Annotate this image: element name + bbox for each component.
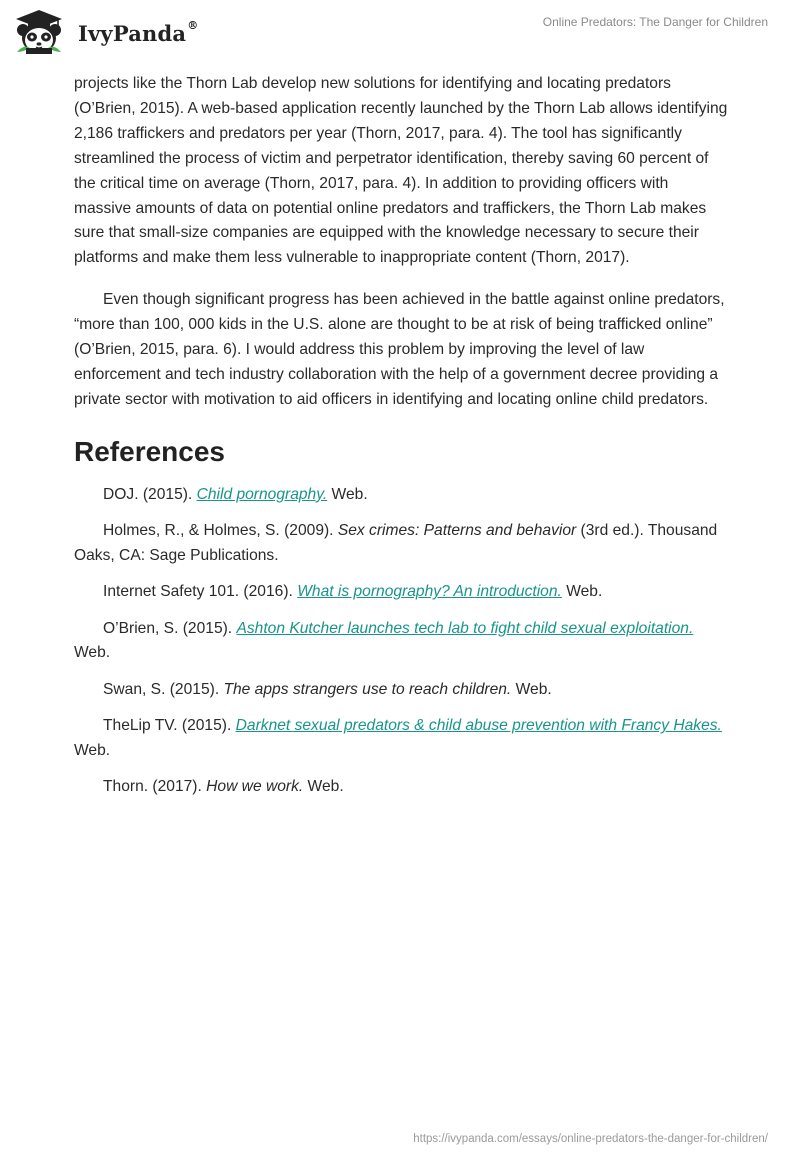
reference-lead: O’Brien, S. (2015). — [103, 619, 237, 637]
reference-link[interactable]: Child pornography. — [196, 485, 328, 503]
reference-lead: Holmes, R., & Holmes, S. (2009). — [103, 522, 338, 540]
reference-lead: Internet Safety 101. (2016). — [103, 583, 298, 601]
footer-url[interactable]: https://ivypanda.com/essays/online-predators-the-danger-for-children/ — [413, 1133, 768, 1145]
reference-item — [74, 519, 728, 568]
references-heading: References — [74, 435, 225, 467]
panda-logo-icon[interactable] — [14, 8, 64, 56]
reference-item — [74, 617, 728, 666]
registered-mark: ® — [187, 19, 199, 32]
page-header — [0, 0, 800, 64]
reference-tail: Web. — [74, 741, 111, 759]
reference-tail: (3rd ed.). Thousand Oaks, CA: Sage Publications. — [74, 522, 718, 564]
reference-item — [74, 580, 728, 605]
reference-lead: DOJ. (2015). — [103, 485, 197, 503]
brand-name[interactable] — [78, 21, 198, 46]
body-paragraph-2: Even though significant progress has been achieved in the battle against online predators, “more than 100, 000 kids in the U.S. alone are thought to be at risk of being trafficked online” (O’Brien, 2015, para. 6). I would address this problem by improving the level of law enforcement and tech industry collaboration with the help of a government decree providing a private sector with motivation to aid officers in identifying and locating online child predators. — [74, 291, 725, 408]
reference-tail: Web. — [303, 778, 344, 796]
reference-tail: Web. — [511, 680, 552, 698]
reference-item — [74, 678, 728, 703]
reference-title: How we work. — [206, 778, 304, 796]
brand-name-text: IvyPanda — [78, 21, 187, 46]
reference-tail: Web. — [561, 583, 603, 601]
reference-title: Sex crimes: Patterns and behavior — [337, 522, 577, 540]
reference-lead: Swan, S. (2015). — [103, 680, 224, 698]
reference-link[interactable]: What is pornography? An introduction. — [297, 583, 562, 601]
essay-content — [74, 72, 728, 800]
document-title: Online Predators: The Danger for Children — [542, 15, 768, 29]
reference-link[interactable]: Ashton Kutcher launches tech lab to fight child sexual exploitation. — [236, 619, 694, 637]
reference-title: The apps strangers use to reach children. — [223, 680, 512, 698]
body-paragraph-1: projects like the Thorn Lab develop new solutions for identifying and locating predators (O’Brien, 2015). A web-based application recently launched by the Thorn Lab allows identifying 2,186 traffickers and predators per year (Thorn, 2017, para. 4). The tool has significantly streamlined the process of victim and perpetrator identification, thereby saving 60 percent of the critical time on average (Thorn, 2017, para. 4). In addition to providing officers with massive amounts of data on potential online predators and traffickers, the Thorn Lab makes sure that small-size companies are equipped with the knowledge necessary to secure their platforms and make them less vulnerable to inappropriate content (Thorn, 2017). — [74, 75, 728, 267]
reference-lead: TheLip TV. (2015). — [103, 717, 236, 735]
reference-tail: Web. — [327, 485, 368, 503]
reference-item — [74, 775, 728, 800]
reference-tail: Web. — [74, 644, 111, 662]
reference-link[interactable]: Darknet sexual predators & child abuse prevention with Francy Hakes. — [235, 717, 722, 735]
reference-item — [74, 714, 728, 763]
reference-lead: Thorn. (2017). — [103, 778, 207, 796]
reference-item — [74, 483, 728, 508]
